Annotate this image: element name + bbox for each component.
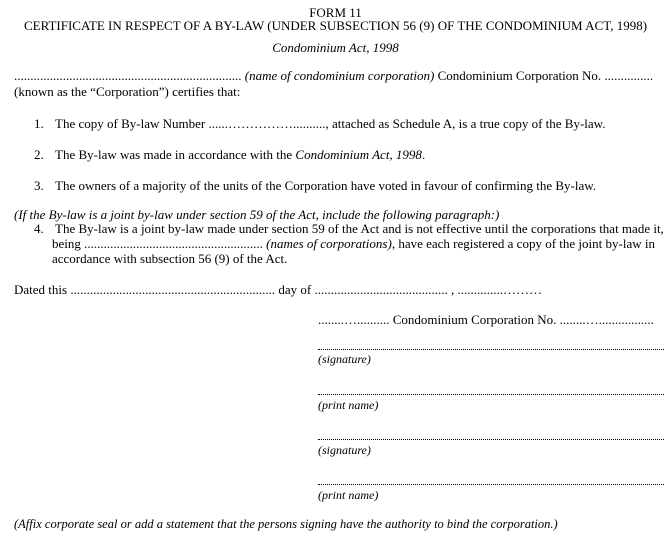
form-number: FORM 11	[309, 5, 362, 20]
act-subtitle: Condominium Act, 1998	[272, 40, 399, 55]
item-1-text-a: The copy of By-law Number	[55, 116, 206, 131]
dated-comma: ,	[450, 282, 455, 297]
corporation-name-dots: ......................................................................	[14, 68, 242, 83]
signature-label-2: (signature)	[318, 443, 371, 457]
item-4-line-1	[34, 221, 664, 236]
item-4-text-2: , have each registered a copy of the joint by-law in	[391, 236, 655, 251]
corporation-names-hint: (names of corporations)	[266, 236, 392, 251]
item-4-line-2	[52, 236, 655, 251]
item-2-text-a: The By-law was made in accordance with the	[55, 147, 293, 162]
corporation-number-label: Condominium Corporation No.	[437, 68, 602, 83]
item-2-text-b: .	[421, 147, 426, 162]
dated-month-dots: .........................................	[314, 282, 448, 297]
item-4-being: being	[52, 236, 81, 251]
corporation-name-hint: (name of condominium corporation)	[244, 68, 435, 83]
item-2-number: 2.	[34, 147, 44, 162]
signature-label-1: (signature)	[318, 352, 371, 366]
print-name-label-2: (print name)	[318, 488, 379, 502]
corporation-number-dots: ...............	[604, 68, 654, 83]
item-4-text-1: The By-law is a joint by-law made under section 59 of the Act and is not effective until the corporations that made it,	[55, 221, 664, 236]
intro-line-1	[14, 68, 653, 83]
item-3-number: 3.	[34, 178, 44, 193]
print-name-line-2	[318, 484, 664, 485]
signature-line-2	[318, 439, 664, 440]
item-1	[34, 116, 605, 131]
item-1-text-b: , attached as Schedule A, is a true copy of the By-law.	[325, 116, 606, 131]
item-2-act: Condominium Act, 1998	[295, 147, 422, 162]
print-name-line-1	[318, 394, 664, 395]
item-3	[34, 178, 596, 193]
day-of-label: day of	[278, 282, 312, 297]
corporation-names-dots: .......................................................	[84, 236, 263, 251]
item-2	[34, 147, 425, 162]
print-name-label-1: (print name)	[318, 398, 379, 412]
dated-label: Dated this	[14, 282, 68, 297]
item-4-number: 4.	[34, 221, 44, 236]
joint-bylaw-note: (If the By-law is a joint by-law under section 59 of the Act, include the following paragraph:)	[14, 207, 500, 222]
signature-corp-label: Condominium Corporation No.	[392, 312, 557, 327]
footer-note: (Affix corporate seal or add a statement that the persons signing have the authority to bind the corporation.)	[14, 517, 558, 531]
form-title: CERTIFICATE IN RESPECT OF A BY-LAW (UNDER SUBSECTION 56 (9) OF THE CONDOMINIUM ACT, 1998)	[23, 18, 648, 33]
bylaw-number-dots: ......……………..........	[208, 116, 326, 131]
item-1-number: 1.	[34, 116, 44, 131]
dated-line	[14, 282, 542, 297]
intro-line-2: (known as the “Corporation”) certifies that:	[14, 84, 241, 99]
item-3-text: The owners of a majority of the units of the Corporation have voted in favour of confirming the By-law.	[55, 178, 597, 193]
signature-line-1	[318, 349, 664, 350]
dated-year-dots: ..............………	[457, 282, 542, 297]
signature-corporation-line	[318, 312, 654, 327]
dated-day-dots: ...............................................................	[70, 282, 276, 297]
item-4-line-3: accordance with subsection 56 (9) of the Act.	[52, 251, 288, 266]
signature-corp-dots-1: ........…..........	[318, 312, 390, 327]
signature-corp-dots-2: ........….................	[559, 312, 654, 327]
